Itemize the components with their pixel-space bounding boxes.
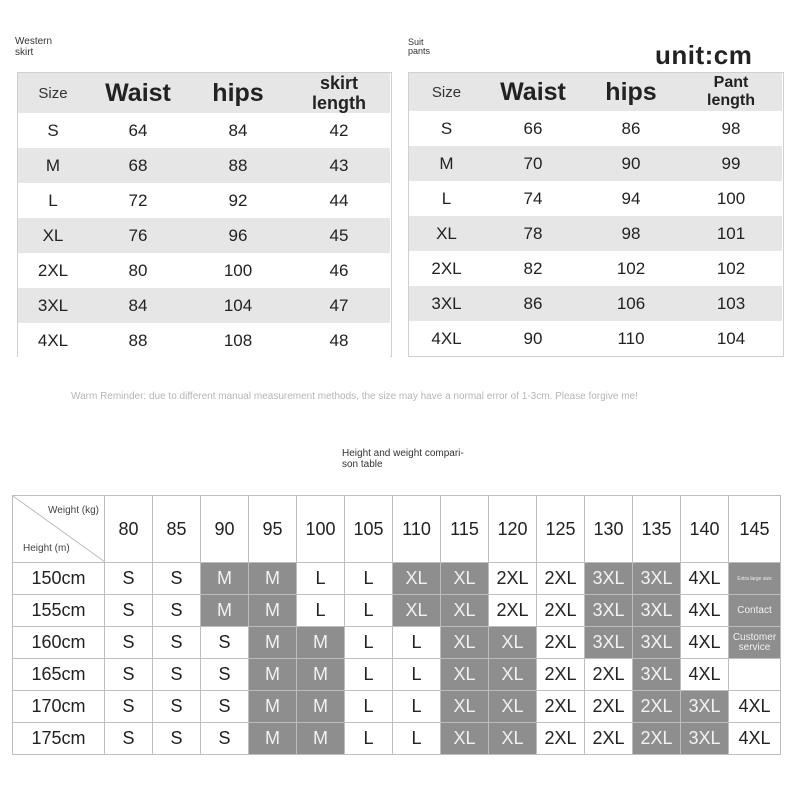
size-cell: XL	[441, 627, 489, 659]
contact-service-cell: Contact	[729, 595, 781, 627]
skirt-cell: 84	[188, 113, 288, 148]
pants-table-label: Suit pants	[408, 37, 431, 56]
skirt-cell: XL	[18, 218, 88, 253]
skirt-cell: M	[18, 148, 88, 183]
unit-label: unit:cm	[655, 40, 753, 70]
weight-header-cell: 100	[297, 496, 345, 563]
size-cell: 4XL	[729, 691, 781, 723]
size-cell: 3XL	[633, 595, 681, 627]
height-axis-label: Height (m)	[23, 543, 70, 554]
size-cell: 3XL	[585, 563, 633, 595]
size-cell: XL	[489, 723, 537, 755]
pants-cell: 94	[582, 181, 680, 216]
size-cell: 3XL	[633, 659, 681, 691]
size-cell: 4XL	[681, 595, 729, 627]
pants-cell: 82	[484, 251, 582, 286]
skirt-cell: S	[18, 113, 88, 148]
pants-cell: 4XL	[409, 321, 484, 356]
weight-header-cell: 140	[681, 496, 729, 563]
hw-table-row	[13, 691, 781, 723]
size-cell: S	[153, 659, 201, 691]
skirt-cell: 100	[188, 253, 288, 288]
weight-header-cell: 120	[489, 496, 537, 563]
size-cell: M	[249, 595, 297, 627]
size-cell: L	[297, 563, 345, 595]
weight-header-cell: 115	[441, 496, 489, 563]
skirt-header-length: skirt length	[288, 73, 390, 113]
size-cell: M	[201, 563, 249, 595]
skirt-size-row	[18, 113, 390, 148]
pants-size-row	[409, 181, 782, 216]
skirt-cell: 47	[288, 288, 390, 323]
hw-table-row	[13, 563, 781, 595]
hw-weight-header-row	[13, 496, 781, 563]
size-cell: S	[153, 723, 201, 755]
size-cell: 4XL	[681, 563, 729, 595]
hw-table-row	[13, 627, 781, 659]
size-cell: L	[393, 627, 441, 659]
skirt-header-hips: hips	[188, 73, 288, 113]
skirt-cell: L	[18, 183, 88, 218]
size-cell: 3XL	[585, 595, 633, 627]
size-cell: XL	[441, 691, 489, 723]
height-row-label: 155cm	[13, 595, 105, 627]
skirt-size-row	[18, 288, 390, 323]
size-cell: 4XL	[681, 627, 729, 659]
skirt-cell: 44	[288, 183, 390, 218]
skirt-cell: 108	[188, 323, 288, 358]
skirt-size-row	[18, 323, 390, 358]
skirt-table-label: Western skirt	[15, 36, 53, 58]
size-cell: L	[393, 723, 441, 755]
pants-cell: 98	[680, 111, 782, 146]
size-cell: M	[201, 595, 249, 627]
weight-header-cell: 85	[153, 496, 201, 563]
size-cell: 4XL	[681, 659, 729, 691]
size-cell: S	[105, 627, 153, 659]
pants-size-row	[409, 111, 782, 146]
pants-cell: 86	[484, 286, 582, 321]
pants-cell: 104	[680, 321, 782, 356]
pants-cell: 3XL	[409, 286, 484, 321]
size-cell: 3XL	[681, 691, 729, 723]
skirt-header-size: Size	[18, 73, 88, 113]
size-cell: L	[345, 659, 393, 691]
size-cell: 2XL	[633, 691, 681, 723]
size-cell: S	[153, 595, 201, 627]
weight-header-cell: 110	[393, 496, 441, 563]
skirt-cell: 64	[88, 113, 188, 148]
size-cell: 3XL	[585, 627, 633, 659]
size-cell: M	[249, 659, 297, 691]
pants-cell: 100	[680, 181, 782, 216]
size-cell: M	[249, 563, 297, 595]
size-cell: M	[297, 659, 345, 691]
pants-cell: 99	[680, 146, 782, 181]
size-cell: XL	[441, 595, 489, 627]
pants-cell: 103	[680, 286, 782, 321]
size-cell: 2XL	[489, 563, 537, 595]
skirt-cell: 4XL	[18, 323, 88, 358]
pants-cell: 86	[582, 111, 680, 146]
weight-header-cell: 130	[585, 496, 633, 563]
pants-size-row	[409, 146, 782, 181]
skirt-size-row	[18, 218, 390, 253]
skirt-cell: 72	[88, 183, 188, 218]
size-cell: S	[105, 563, 153, 595]
size-cell: 2XL	[537, 627, 585, 659]
weight-header-cell: 105	[345, 496, 393, 563]
height-row-label: 170cm	[13, 691, 105, 723]
size-cell: M	[249, 691, 297, 723]
size-cell: XL	[393, 563, 441, 595]
pants-size-row	[409, 286, 782, 321]
hw-table-row	[13, 595, 781, 627]
size-cell: L	[345, 691, 393, 723]
pants-cell: M	[409, 146, 484, 181]
weight-header-cell: 80	[105, 496, 153, 563]
pants-cell: 70	[484, 146, 582, 181]
size-cell: M	[249, 627, 297, 659]
pants-header-length: Pant length	[680, 73, 782, 111]
size-cell: S	[201, 691, 249, 723]
skirt-cell: 3XL	[18, 288, 88, 323]
skirt-cell: 68	[88, 148, 188, 183]
size-cell: XL	[489, 627, 537, 659]
pants-cell: 90	[582, 146, 680, 181]
weight-header-cell: 135	[633, 496, 681, 563]
size-cell: L	[345, 563, 393, 595]
skirt-cell: 88	[88, 323, 188, 358]
skirt-cell: 46	[288, 253, 390, 288]
pants-header-waist: Waist	[484, 73, 582, 111]
size-cell: 4XL	[729, 723, 781, 755]
size-cell: 3XL	[633, 563, 681, 595]
size-cell: L	[297, 595, 345, 627]
size-cell: L	[393, 659, 441, 691]
hw-table-row	[13, 723, 781, 755]
size-cell: S	[201, 723, 249, 755]
size-cell: S	[105, 723, 153, 755]
skirt-cell: 92	[188, 183, 288, 218]
skirt-cell: 80	[88, 253, 188, 288]
size-cell: XL	[489, 691, 537, 723]
weight-axis-label: Weight (kg)	[48, 505, 99, 516]
pants-cell: 101	[680, 216, 782, 251]
height-row-label: 175cm	[13, 723, 105, 755]
size-cell: 2XL	[537, 723, 585, 755]
size-cell: M	[297, 627, 345, 659]
size-cell: 3XL	[681, 723, 729, 755]
pants-header-size: Size	[409, 73, 484, 111]
pants-cell: 102	[680, 251, 782, 286]
skirt-cell: 42	[288, 113, 390, 148]
skirt-cell: 96	[188, 218, 288, 253]
skirt-cell: 48	[288, 323, 390, 358]
size-cell: XL	[441, 563, 489, 595]
size-cell: 2XL	[585, 723, 633, 755]
size-cell: S	[105, 691, 153, 723]
size-cell: S	[105, 595, 153, 627]
size-cell: L	[345, 627, 393, 659]
size-cell: S	[153, 627, 201, 659]
pants-cell: S	[409, 111, 484, 146]
skirt-size-table	[18, 73, 390, 358]
skirt-cell: 76	[88, 218, 188, 253]
pants-cell: XL	[409, 216, 484, 251]
skirt-cell: 2XL	[18, 253, 88, 288]
pants-cell: 74	[484, 181, 582, 216]
pants-size-row	[409, 321, 782, 356]
pants-cell: L	[409, 181, 484, 216]
contact-service-cell: Extra large size	[729, 563, 781, 595]
hw-corner-cell	[13, 496, 105, 563]
skirt-cell: 43	[288, 148, 390, 183]
pants-cell: 110	[582, 321, 680, 356]
size-cell: 2XL	[489, 595, 537, 627]
size-cell: L	[345, 723, 393, 755]
skirt-cell: 88	[188, 148, 288, 183]
size-cell: S	[153, 691, 201, 723]
hw-table-title: Height and weight compari- son table	[342, 448, 464, 470]
pants-size-row	[409, 216, 782, 251]
pants-cell: 106	[582, 286, 680, 321]
size-cell: L	[345, 595, 393, 627]
size-cell	[729, 659, 781, 691]
warm-reminder-text: Warm Reminder: due to different manual measurement methods, the size may have a normal error of 1-3cm. Please forgive me!	[71, 391, 638, 402]
hw-table-row	[13, 659, 781, 691]
size-cell: 2XL	[537, 691, 585, 723]
size-cell: S	[201, 659, 249, 691]
height-weight-table	[12, 495, 781, 755]
size-cell: S	[105, 659, 153, 691]
size-cell: 2XL	[585, 691, 633, 723]
size-cell: 2XL	[537, 563, 585, 595]
height-row-label: 150cm	[13, 563, 105, 595]
skirt-size-row	[18, 148, 390, 183]
size-cell: S	[201, 627, 249, 659]
size-cell: XL	[393, 595, 441, 627]
size-cell: 2XL	[633, 723, 681, 755]
skirt-size-row	[18, 253, 390, 288]
pants-cell: 66	[484, 111, 582, 146]
skirt-cell: 45	[288, 218, 390, 253]
skirt-header-row	[18, 73, 390, 113]
size-cell: 3XL	[633, 627, 681, 659]
pants-size-table	[409, 73, 782, 356]
size-cell: M	[297, 691, 345, 723]
pants-header-row	[409, 73, 782, 111]
skirt-header-waist: Waist	[88, 73, 188, 113]
size-cell: 2XL	[537, 659, 585, 691]
size-cell: 2XL	[537, 595, 585, 627]
size-cell: M	[249, 723, 297, 755]
weight-header-cell: 125	[537, 496, 585, 563]
weight-header-cell: 95	[249, 496, 297, 563]
pants-cell: 102	[582, 251, 680, 286]
size-cell: M	[297, 723, 345, 755]
pants-cell: 98	[582, 216, 680, 251]
pants-cell: 2XL	[409, 251, 484, 286]
skirt-cell: 104	[188, 288, 288, 323]
pants-cell: 78	[484, 216, 582, 251]
size-cell: XL	[489, 659, 537, 691]
pants-header-hips: hips	[582, 73, 680, 111]
skirt-cell: 84	[88, 288, 188, 323]
contact-service-cell: Customer service	[729, 627, 781, 659]
size-cell: XL	[441, 659, 489, 691]
pants-cell: 90	[484, 321, 582, 356]
size-cell: XL	[441, 723, 489, 755]
size-cell: S	[153, 563, 201, 595]
pants-size-row	[409, 251, 782, 286]
weight-header-cell: 90	[201, 496, 249, 563]
weight-header-cell: 145	[729, 496, 781, 563]
height-row-label: 160cm	[13, 627, 105, 659]
skirt-size-row	[18, 183, 390, 218]
size-cell: 2XL	[585, 659, 633, 691]
height-row-label: 165cm	[13, 659, 105, 691]
size-cell: L	[393, 691, 441, 723]
